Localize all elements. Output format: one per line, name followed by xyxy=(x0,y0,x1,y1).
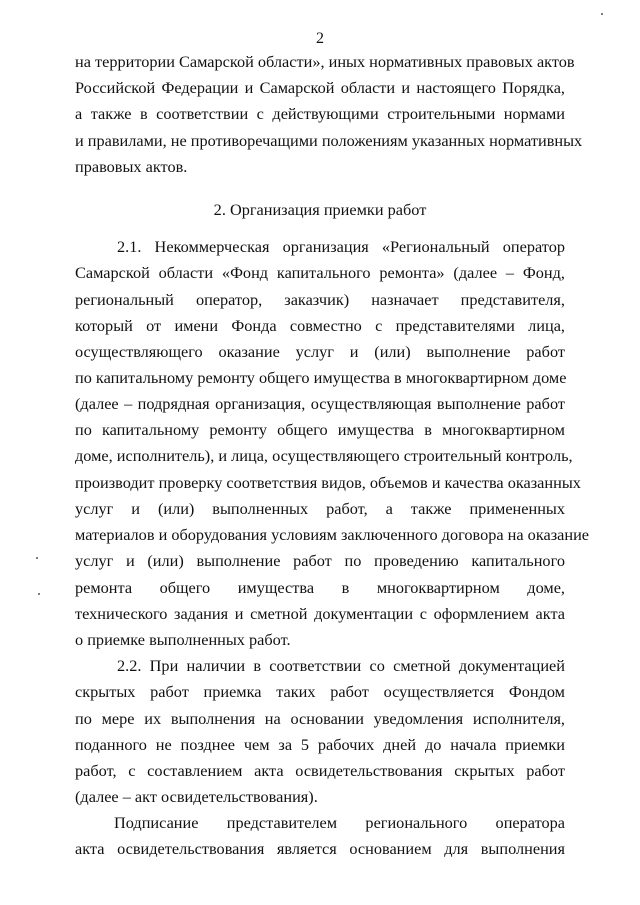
text-line: правовых актов. xyxy=(75,157,188,176)
text-line: Подписание представителем регионального оператора xyxy=(114,813,565,832)
text-line: по капитальному ремонту общего имущества в многоквартирном xyxy=(75,420,565,439)
text-line: 2.2. При наличии в соответствии со сметной документацией xyxy=(117,656,565,675)
text-line: доме, исполнитель), и лица, осуществляющего строительный контроль, xyxy=(75,446,573,465)
text-line: скрытых работ приемка таких работ осуществляется Фондом xyxy=(75,682,565,701)
text-line: который от имени Фонда совместно с представителями лица, xyxy=(75,316,565,335)
text-line: о приемке выполненных работ. xyxy=(75,630,291,649)
scan-speck xyxy=(38,593,40,595)
text-line: работ, с составлением акта освидетельствования скрытых работ xyxy=(75,761,565,780)
text-line: материалов и оборудования условиям заключенного договора на оказание xyxy=(75,525,590,544)
text-line: региональный оператор, заказчик) назначает представителя, xyxy=(75,290,565,309)
scan-speck xyxy=(36,557,38,559)
text-line: услуг и (или) выполнение работ по проведению капитального xyxy=(75,551,565,570)
text-line: услуг и (или) выполненных работ, а также примененных xyxy=(75,499,565,518)
text-line: Российской Федерации и Самарской области и настоящего Порядка, xyxy=(75,78,565,97)
text-line: а также в соответствии с действующими строительными нормами xyxy=(75,104,565,123)
text-line: Самарской области «Фонд капитального ремонта» (далее – Фонд, xyxy=(75,263,565,282)
text-line: на территории Самарской области», иных нормативных правовых актов xyxy=(75,52,575,71)
text-line: (далее – подрядная организация, осуществляющая выполнение работ xyxy=(75,394,565,413)
text-line: и правилами, не противоречащими положениям указанных нормативных xyxy=(75,131,583,150)
text-line: 2.1. Некоммерческая организация «Региональный оператор xyxy=(117,237,565,256)
section-heading: 2. Организация приемки работ xyxy=(213,200,427,219)
text-line: по капитальному ремонту общего имущества в многоквартирном доме xyxy=(75,368,567,387)
text-line: ремонта общего имущества в многоквартирном доме, xyxy=(75,578,565,597)
text-line: поданного не позднее чем за 5 рабочих дней до начала приемки xyxy=(75,735,565,754)
text-line: (далее – акт освидетельствования). xyxy=(75,787,318,806)
text-line: осуществляющего оказание услуг и (или) выполнение работ xyxy=(75,342,565,361)
scan-speck xyxy=(601,13,603,15)
text-line: акта освидетельствования является основанием для выполнения xyxy=(75,839,565,858)
page-number: 2 xyxy=(316,30,324,47)
text-line: по мере их выполнения на основании уведомления исполнителя, xyxy=(75,709,565,728)
text-line: производит проверку соответствия видов, объемов и качества оказанных xyxy=(75,473,581,492)
text-line: технического задания и сметной документации с оформлением акта xyxy=(75,604,565,623)
